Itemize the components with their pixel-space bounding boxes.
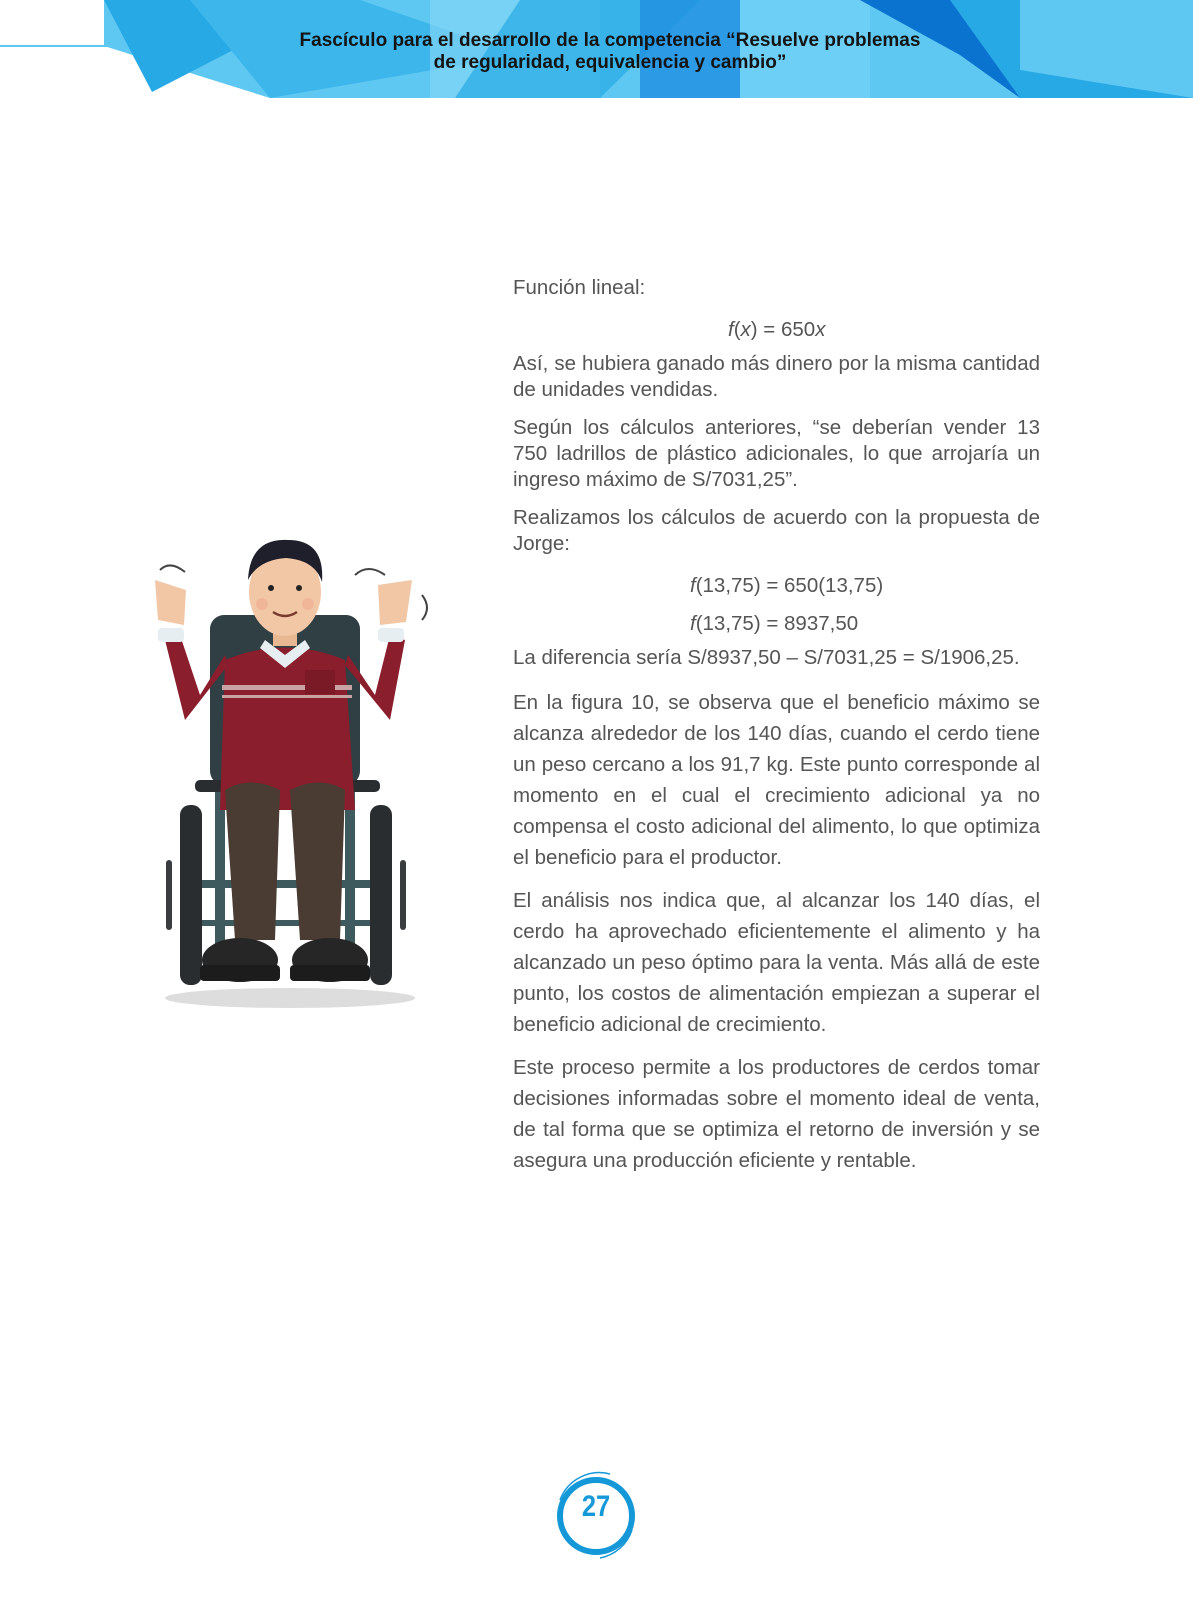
header-title-line-1: Fascículo para el desarrollo de la competencia “Resuelve problemas	[299, 30, 921, 51]
paragraph-process: Este proceso permite a los productores de cerdos tomar decisiones informadas sobre el momento ideal de venta, de tal forma que se optimiza el retorno de inversión y se asegura una producción eficiente y rentable.	[513, 1056, 1040, 1172]
paragraph-more-money: Así, se hubiera ganado más dinero por la misma cantidad de unidades vendidas.	[513, 352, 1040, 401]
difference-statement: La diferencia sería S/8937,50 – S/7031,25 = S/1906,25.	[513, 646, 1020, 669]
formula-linear-function: f(x) = 650x	[728, 318, 826, 341]
paragraph-analysis: El análisis nos indica que, al alcanzar los 140 días, el cerdo ha aprovechado eficientemente el alimento y ha alcanzado un peso óptimo para la venta. Más allá de este punto, los costos de alimentación empiezan a superar el beneficio adicional de crecimiento.	[513, 889, 1040, 1036]
man-in-wheelchair-illustration	[140, 520, 440, 1020]
paragraph-previous-calculations: Según los cálculos anteriores, “se deberían vender 13 750 ladrillos de plástico adicionales, lo que arrojaría un ingreso máximo de S/7031,25”.	[513, 416, 1040, 491]
main-content	[513, 275, 1040, 1188]
linear-function-label: Función lineal:	[513, 276, 646, 299]
page-number: 27	[581, 1490, 611, 1523]
formula-jorge-step-2: f(13,75) = 8937,50	[690, 612, 859, 635]
header-title-line-2: de regularidad, equivalencia y cambio”	[433, 52, 787, 73]
header-title	[180, 30, 1040, 74]
paragraph-jorge-proposal: Realizamos los cálculos de acuerdo con la propuesta de Jorge:	[513, 506, 1040, 555]
man-in-wheelchair-waving-icon	[140, 520, 440, 1020]
formula-jorge-step-1: f(13,75) = 650(13,75)	[690, 574, 884, 597]
paragraph-figure-10: En la figura 10, se observa que el beneficio máximo se alcanza alrededor de los 140 días, cuando el cerdo tiene un peso cercano a los 91,7 kg. Este punto corresponde al momento en el cual el crecimiento adicional ya no compensa el costo adicional del alimento, lo que optimiza el beneficio para el productor.	[513, 691, 1040, 869]
header-banner	[0, 0, 1193, 100]
